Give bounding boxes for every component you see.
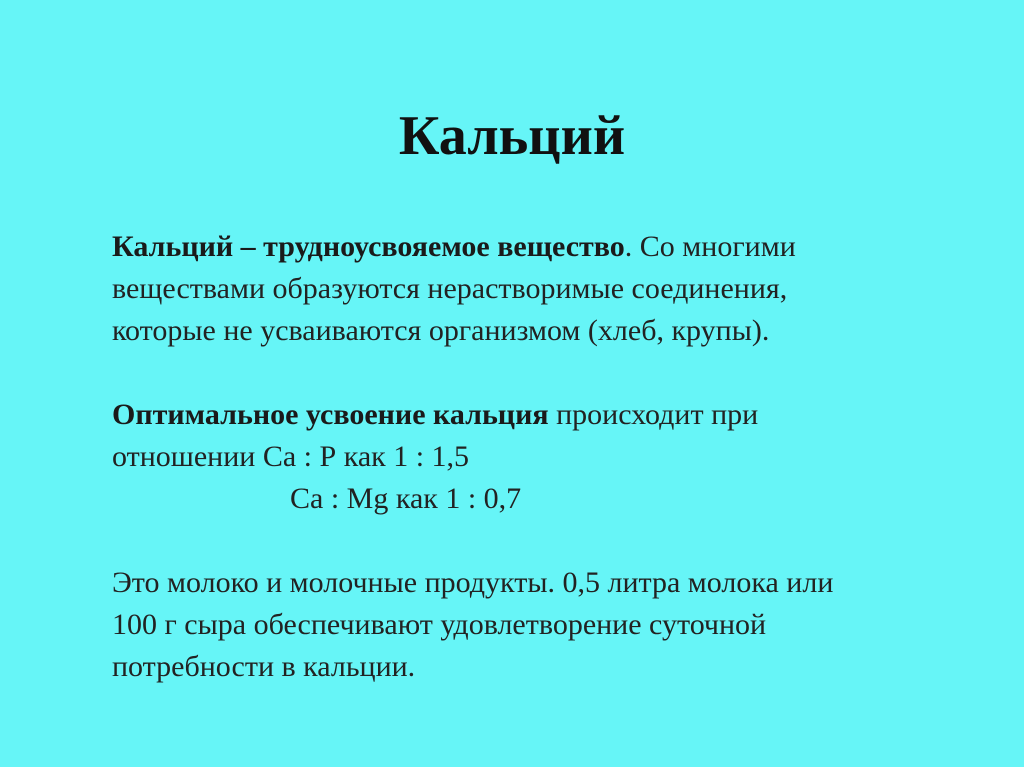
bold-phrase: Кальций – трудноусвояемое вещество	[112, 230, 625, 263]
paragraph-line: Это молоко и молочные продукты. 0,5 литра молока или	[112, 566, 834, 599]
paragraph-line: 100 г сыра обеспечивают удовлетворение суточной	[112, 608, 767, 641]
paragraph-line: потребности в кальции.	[112, 650, 416, 683]
paragraph-line	[112, 226, 952, 268]
ratio-ca-p: отношении Са : Р как 1 : 1,5	[112, 440, 470, 473]
paragraph-line	[112, 394, 952, 436]
text-span: происходит при	[548, 398, 759, 431]
text-span: . Со многими	[624, 230, 796, 263]
bold-phrase: Оптимальное усвоение кальция	[112, 398, 549, 431]
paragraph-line: веществами образуются нерастворимые соединения,	[112, 272, 788, 305]
paragraph-sources	[112, 562, 952, 688]
slide-body	[112, 226, 952, 688]
ratio-ca-mg: Са : Mg как 1 : 0,7	[290, 482, 522, 515]
paragraph-optimal-ratio	[112, 394, 952, 520]
paragraph-line: которые не усваиваются организмом (хлеб, крупы).	[112, 314, 770, 347]
slide-title: Кальций	[398, 105, 626, 167]
paragraph-calcium-absorption	[112, 226, 952, 352]
